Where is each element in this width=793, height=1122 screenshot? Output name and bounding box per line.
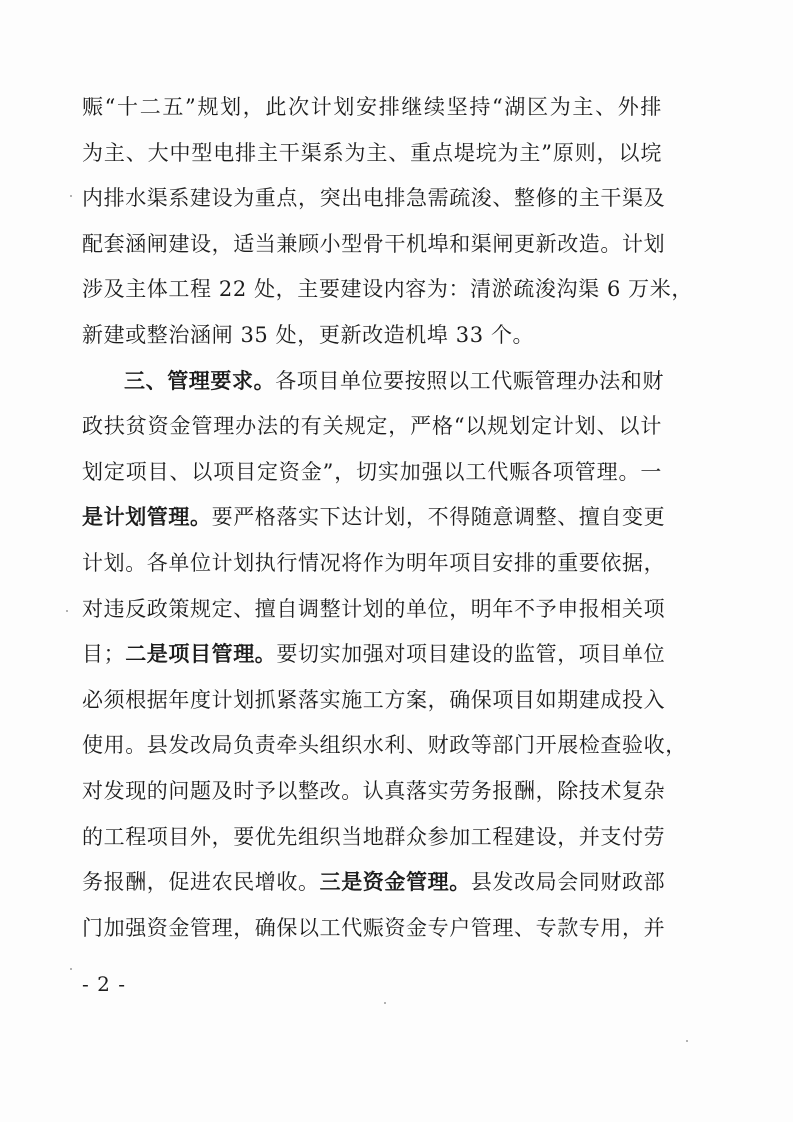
section-text: 要切实加强对项目建设的监管，项目单位 [276,642,666,666]
paragraph-line: 划定项目、以项目定资金”，切实加强以工代赈各项管理。一 [82,460,662,484]
paragraph-line [82,504,666,530]
section-text: 县发改局会同财政部 [470,870,666,894]
subheading-fund-management: 三是资金管理。 [319,869,471,894]
paragraph-line: 对发现的问题及时予以整改。认真落实劳务报酬，除技术复杂 [82,779,666,803]
paragraph-line: 内排水渠系建设为重点，突出电排急需疏浚、整修的主干渠及 [82,186,666,210]
paragraph-line: 赈“十二五”规划，此次计划安排继续坚持“湖区为主、外排 [82,95,662,119]
subheading-plan-management: 是计划管理。 [82,504,212,529]
section-heading: 三、管理要求。 [124,368,276,393]
scan-speck [70,195,72,197]
scan-speck [66,610,68,612]
paragraph-line: 涉及主体工程 22 处，主要建设内容为：清淤疏浚沟渠 6 万米， [82,277,693,301]
section-text: 要严格落实下达计划，不得随意调整、擅自变更 [211,505,666,529]
paragraph-line [82,869,666,895]
paragraph-line: 对违反政策规定、擅自调整计划的单位，明年不予申报相关项 [82,597,666,621]
scan-speck [384,1002,386,1004]
paragraph-line: 配套涵闸建设，适当兼顾小型骨干机埠和渠闸更新改造。计划 [82,232,666,256]
paragraph-line: 新建或整治涵闸 35 处，更新改造机埠 33 个。 [82,323,535,347]
section-text: 各项目单位要按照以工代赈管理办法和财 [275,369,665,393]
subheading-project-management: 二是项目管理。 [125,641,277,666]
section-text: 务报酬，促进农民增收。 [82,870,320,894]
scan-speck [686,1040,688,1042]
paragraph-line: 为主、大中型电排主干渠系为主、重点堤垸为主”原则，以垸 [82,141,662,165]
section-text: 目； [82,642,126,666]
scan-speck [70,968,72,970]
paragraph-line: 的工程项目外，要优先组织当地群众参加工程建设，并支付劳 [82,825,666,849]
section-heading-line [124,368,665,394]
paragraph-line [82,641,666,667]
paragraph-line: 使用。县发改局负责牵头组织水利、财政等部门开展检查验收， [82,733,687,757]
paragraph-line: 政扶贫资金管理办法的有关规定，严格“以规划定计划、以计 [82,414,662,438]
paragraph-line: 门加强资金管理，确保以工代赈资金专户管理、专款专用，并 [82,916,666,940]
paragraph-line: 计划。各单位计划执行情况将作为明年项目安排的重要依据， [82,551,666,575]
page-number: - 2 - [82,972,126,996]
paragraph-line: 必须根据年度计划抓紧落实施工方案，确保项目如期建成投入 [82,688,666,712]
